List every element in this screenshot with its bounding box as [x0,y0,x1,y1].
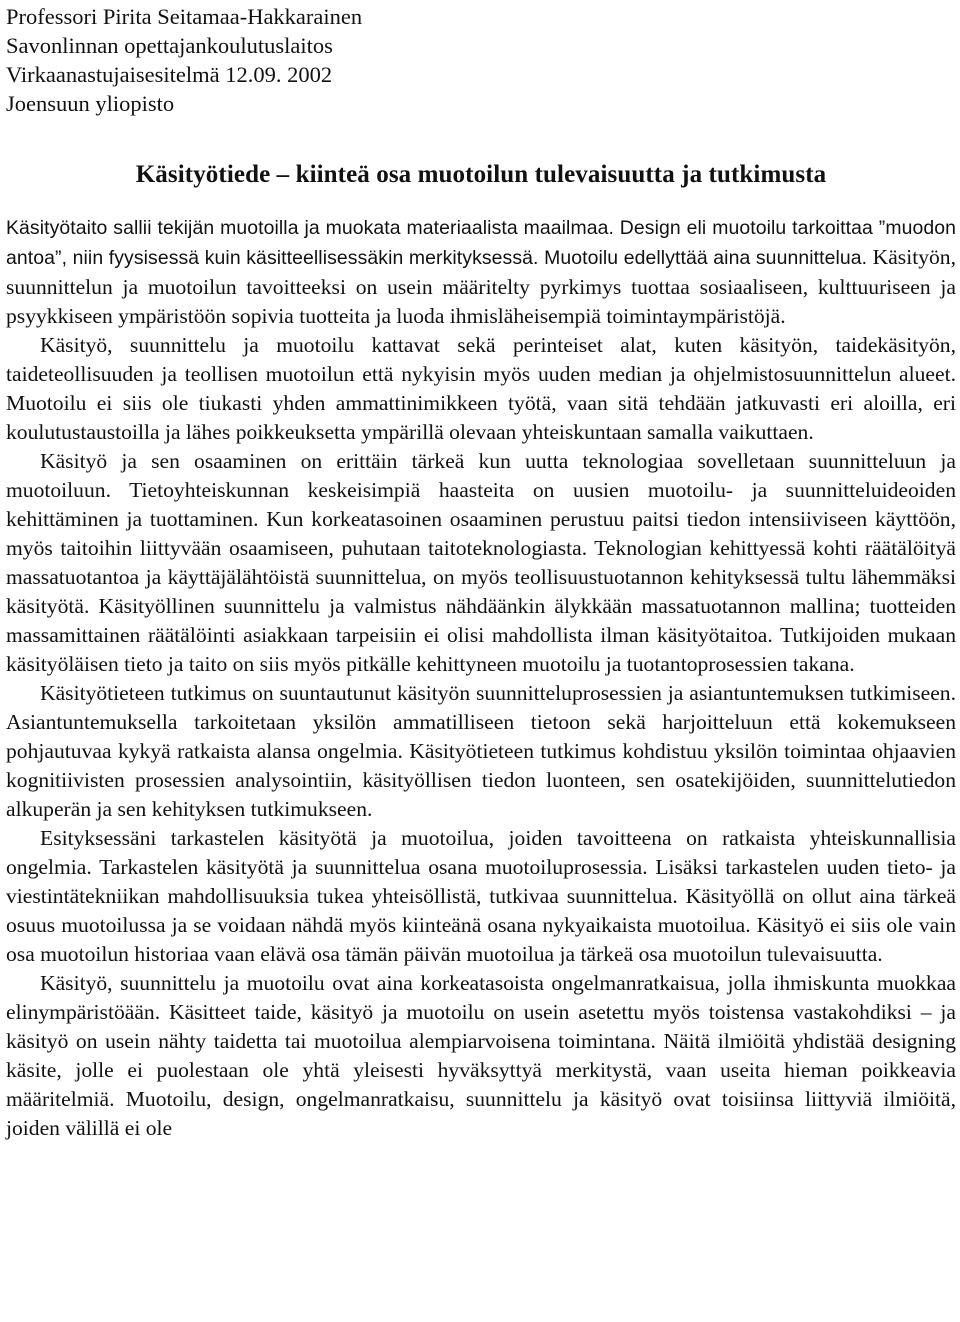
document-title: Käsityötiede – kiinteä osa muotoilun tulevaisuutta ja tutkimusta [135,161,827,188]
paragraph-1-serif-text: Käsityön, suunnittelun ja muotoilun tavoitteeksi on usein määritelty pyrkimys tuottaa sosiaaliseen, kulttuuriseen ja psyykkiseen ympäristöön sopivia tuotteita ja luoda ihmisläheisempiä toimintaympäristöjä. [6,245,956,328]
document-page [6,0,956,1143]
paragraph-2: Käsityö, suunnittelu ja muotoilu kattavat sekä perinteiset alat, kuten käsityön, taidekäsityön, taideteollisuuden ja teollisen muotoilun että nykyisin myös uuden median ja ohjelmistosuunnittelun alueet. Muotoilu ei siis ole tiukasti yhden ammattinimikkeen työtä, vaan sitä tehdään jatkuvasti eri aloilla, eri koulutustaustoilla ja lähes poikkeuksetta ympärillä olevaan yhteiskuntaan samalla vaikuttaen. [6,333,956,444]
paragraph-4: Käsityötieteen tutkimus on suuntautunut käsityön suunnitteluprosessien ja asiantuntemuksen tutkimiseen. Asiantuntemuksella tarkoitetaan yksilön ammatilliseen tietoon sekä harjoitteluun että kokemukseen pohjautuvaa kykyä ratkaista alansa ongelmia. Käsityötieteen tutkimus kohdistuu yksilön toimintaa ohjaavien kognitiivisten prosessien analysointiin, käsityöllisen tiedon luonteen, sen osatekijöiden, suunnittelutiedon alkuperän ja sen kehityksen tutkimukseen. [6,681,956,821]
university-line: Joensuun yliopisto [6,91,175,116]
paragraph-3: Käsityö ja sen osaaminen on erittäin tärkeä kun uutta teknologiaa sovelletaan suunnitteluun ja muotoiluun. Tietoyhteiskunnan keskeisimpiä haasteita on uusien muotoilu- ja suunnitteluideoiden kehittäminen ja tuottaminen. Kun korkeatasoinen osaaminen perustuu paitsi tiedon intensiiviseen käyttöön, myös taitoihin liittyvään osaamiseen, puhutaan taitoteknologiasta. Teknologian kehittyessä kohti räätälöityä massatuotantoa ja käyttäjälähtöistä suunnittelua, on myös teollisuustuotannon kehityksessä tultu lähemmäksi käsityötä. Käsityöllinen suunnittelu ja valmistus nähdäänkin älykkään massatuotannon mallina; tuotteiden massamittainen räätälöinti asiakkaan tarpeisiin ei olisi mahdollista ilman käsityötaitoa. Tutkijoiden mukaan käsityöläisen tieto ja taito on siis myös pitkälle kehittyneen muotoilu ja tuotantoprosessien takana. [6,449,956,676]
institution-line: Savonlinnan opettajankoulutuslaitos [6,33,333,58]
paragraph-1-sans-text: Käsityötaito sallii tekijän muotoilla ja muokata materiaalista maailmaa. Design eli muotoilu tarkoittaa ”muodon antoa”, niin fyysisessä kuin käsitteellisessäkin merkityksessä. Muotoilu edellyttää aina suunnittelua. [6,217,956,269]
document-header [6,2,956,118]
paragraph-6: Käsityö, suunnittelu ja muotoilu ovat aina korkeatasoista ongelmanratkaisua, jolla ihmiskunta muokkaa elinympäristöään. Käsitteet taide, käsityö ja muotoilu on usein asetettu myös toistensa vastakohdiksi – ja käsityö on usein nähty taidetta tai muotoilua alempiarvoisena toimintana. Näitä ilmiöitä yhdistää designing käsite, jolle ei puolestaan ole yhtä yleisesti hyväksyttyä merkitystä, vaan useita hieman poikkeavia määritelmiä. Muotoilu, design, ongelmanratkaisu, suunnittelu ja käsityö ovat toisiinsa liittyviä ilmiöitä, joiden välillä ei ole [6,971,956,1140]
document-body [6,213,956,1143]
paragraph-1 [6,213,956,331]
author-line: Professori Pirita Seitamaa-Hakkarainen [6,4,363,29]
event-line: Virkaanastujaisesitelmä 12.09. 2002 [6,62,333,87]
paragraph-5: Esityksessäni tarkastelen käsityötä ja muotoilua, joiden tavoitteena on ratkaista yhteiskunnallisia ongelmia. Tarkastelen käsityötä ja suunnittelua osana muotoiluprosessia. Lisäksi tarkastelen uuden tieto- ja viestintätekniikan mahdollisuuksia tukea yhteisöllistä, tutkivaa suunnittelua. Käsityöllä on ollut aina tärkeä osuus muotoilussa ja se voidaan nähdä myös kiinteänä osana nykyaikaista muotoilua. Käsityö ei siis ole vain osa muotoilun historiaa vaan elävä osa tämän päivän muotoilua ja tärkeä osa muotoilun tulevaisuutta. [6,826,956,966]
